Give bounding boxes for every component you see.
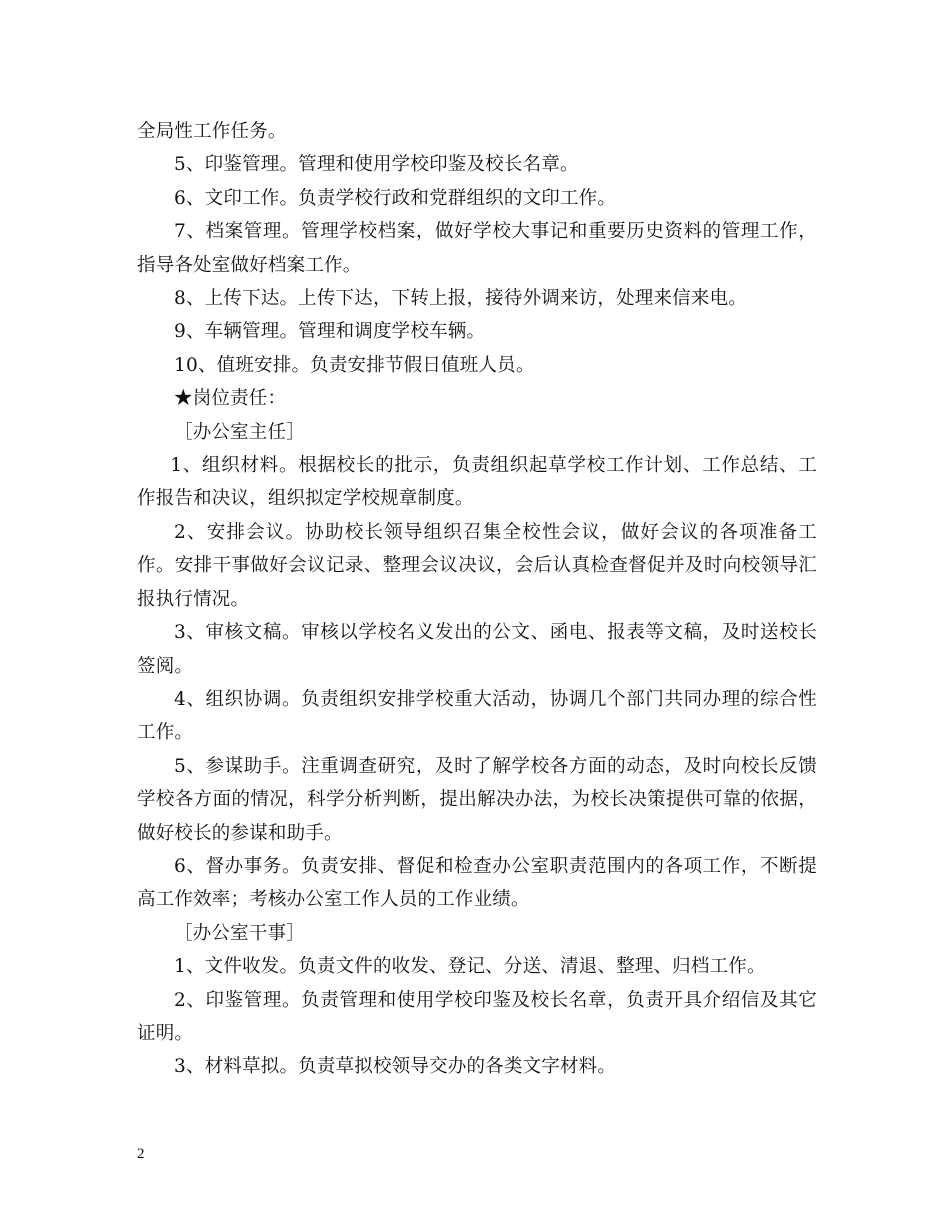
paragraph-review-documents: 3、审核文稿。审核以学校名义发出的公文、函电、报表等文稿，及时送校长签阅。 [137,622,817,677]
paragraph-drafting: 3、材料草拟。负责草拟校领导交办的各类文字材料。 [174,1056,617,1078]
paragraph-arrange-meetings: 2、安排会议。协助校长领导组织召集全校性会议，做好会议的各项准备工作。安排干事做好会议记录、整理会议决议，会后认真检查督促并及时向校领导汇报执行情况。 [137,521,817,610]
page-number: 2 [137,1146,145,1162]
paragraph-archive-management: 7、档案管理。管理学校档案，做好学校大事记和重要历史资料的管理工作，指导各处室做好档案工作。 [137,221,817,276]
subsection-heading-office-director: ［办公室主任］ [174,421,305,443]
paragraph-continuation: 全局性工作任务。 [137,121,287,142]
paragraph-clerk-seal-management: 2、印鉴管理。负责管理和使用学校印鉴及校长名章，负责开具介绍信及其它证明。 [137,989,817,1044]
subsection-heading-office-clerk: ［办公室干事］ [174,922,305,944]
paragraph-advisory: 5、参谋助手。注重调查研究，及时了解学校各方面的动态，及时向校长反馈学校各方面的情况，科学分析判断，提出解决办法，为校长决策提供可靠的依据，做好校长的参谋和助手。 [137,755,817,844]
paragraph-organize-materials: 1、组织材料。根据校长的批示，负责组织起草学校工作计划、工作总结、工作报告和决议，组织拟定学校规章制度。 [137,455,817,510]
section-heading-responsibilities: ★岗位责任： [174,388,287,410]
paragraph-file-handling: 1、文件收发。负责文件的收发、登记、分送、清退、整理、归档工作。 [174,956,766,978]
document-body [137,115,817,1084]
paragraph-printing-work: 6、文印工作。负责学校行政和党群组织的文印工作。 [174,187,617,209]
paragraph-seal-management: 5、印鉴管理。管理和使用学校印鉴及校长名章。 [174,154,579,176]
paragraph-communication: 8、上传下达。上传下达，下转上报，接待外调来访，处理来信来电。 [174,288,747,310]
paragraph-vehicle-management: 9、车辆管理。管理和调度学校车辆。 [174,321,486,343]
paragraph-supervision: 6、督办事务。负责安排、督促和检查办公室职责范围内的各项工作，不断提高工作效率；考核办公室工作人员的工作业绩。 [137,855,817,911]
paragraph-coordination: 4、组织协调。负责组织安排学校重大活动，协调几个部门共同办理的综合性工作。 [137,688,817,744]
paragraph-duty-arrangement: 10、值班安排。负责安排节假日值班人员。 [174,354,535,376]
